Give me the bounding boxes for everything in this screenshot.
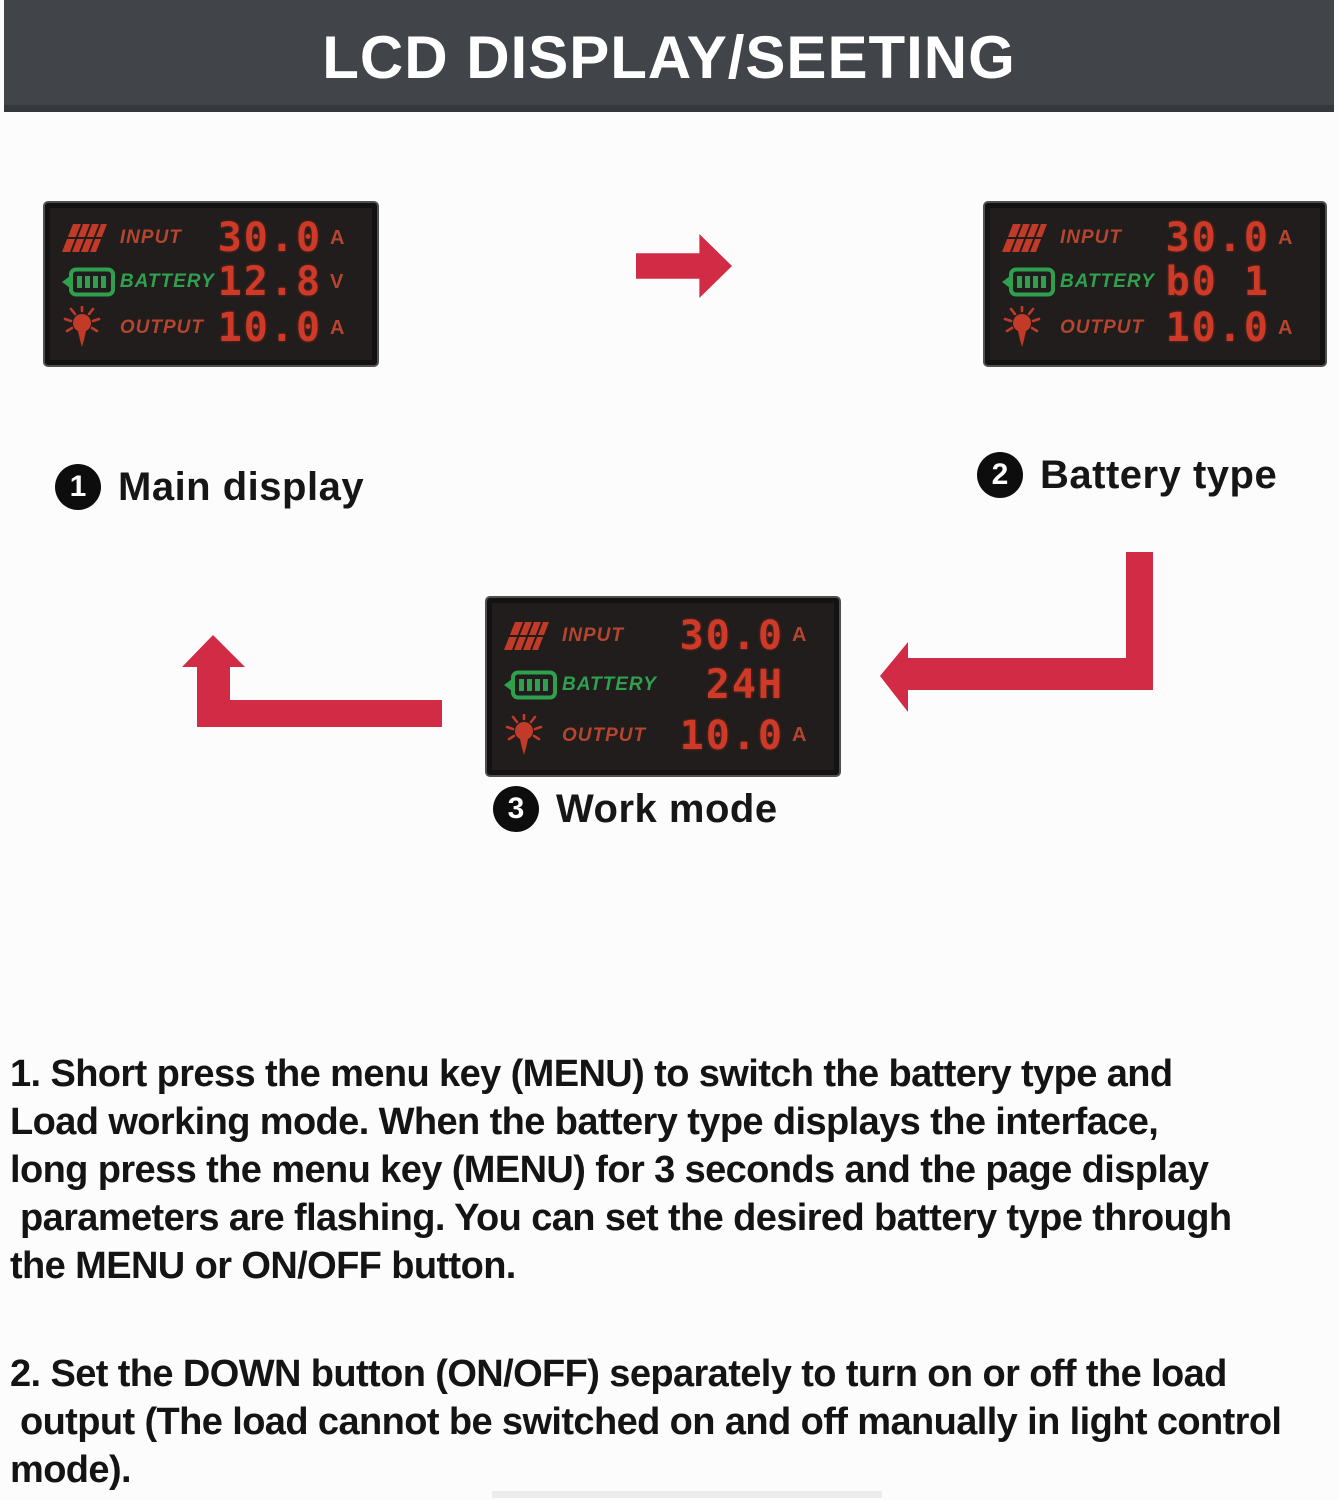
lcd-input-label: INPUT — [1060, 227, 1122, 248]
lcd-output-unit: A — [792, 724, 807, 746]
header-bar — [4, 0, 1334, 112]
instruction-line: 2. Set the DOWN button (ON/OFF) separately to turn on or off the load — [10, 1353, 1227, 1395]
lcd-output-label: OUTPUT — [119, 317, 204, 338]
step-1-badge: 1 — [55, 464, 101, 510]
lcd-row-input — [1002, 215, 1308, 261]
lcd-battery-value: 24H — [705, 661, 784, 708]
lcd-row-input — [62, 215, 360, 261]
battery-level-icon — [1002, 267, 1060, 297]
lcd-input-value: 30.0 — [217, 215, 323, 261]
step-work-mode — [493, 786, 778, 832]
lcd-output-value: 10.0 — [1165, 305, 1270, 351]
lcd-row-battery — [504, 661, 822, 708]
lcd-input-unit: A — [1278, 226, 1293, 249]
lcd-row-output — [1002, 306, 1308, 350]
lcd-input-unit: A — [792, 624, 807, 646]
lcd-display-main — [45, 203, 377, 365]
lcd-output-value: 10.0 — [217, 305, 323, 351]
step-3-badge: 3 — [493, 786, 539, 832]
solar-panel-icon — [62, 223, 120, 253]
instruction-line: output (The load cannot be switched on and off manually in light control — [10, 1401, 1282, 1443]
lcd-output-unit: A — [1278, 316, 1293, 339]
instruction-line: Load working mode. When the battery type displays the interface, — [10, 1101, 1159, 1143]
instruction-line: mode). — [10, 1449, 131, 1491]
lcd-row-battery — [62, 259, 360, 305]
lcd-display-work-mode — [487, 598, 839, 775]
step-2-badge: 2 — [977, 452, 1023, 498]
solar-panel-icon — [504, 621, 562, 651]
lamp-bulb-icon — [62, 306, 120, 350]
lcd-output-label: OUTPUT — [1060, 317, 1145, 338]
lcd-input-label: INPUT — [119, 227, 182, 248]
lcd-battery-label: BATTERY — [119, 271, 215, 292]
bottom-artifact — [492, 1491, 882, 1498]
lcd-battery-unit: V — [330, 270, 344, 293]
instruction-line: 1. Short press the menu key (MENU) to switch the battery type and — [10, 1053, 1173, 1095]
step-1-label: Main display — [118, 464, 365, 509]
lcd-output-value: 10.0 — [679, 712, 784, 759]
instruction-line: parameters are flashing. You can set the desired battery type through — [10, 1197, 1232, 1239]
lcd-display-battery-type — [985, 203, 1325, 365]
lcd-battery-label: BATTERY — [562, 673, 657, 695]
lcd-row-battery — [1002, 259, 1308, 305]
lcd-battery-value: b0 1 — [1165, 259, 1270, 305]
lcd-row-output — [504, 714, 822, 758]
lcd-battery-value: 12.8 — [217, 259, 323, 305]
instruction-line: long press the menu key (MENU) for 3 seconds and the page display — [10, 1149, 1209, 1191]
instruction-paragraph-1 — [10, 1050, 1332, 1290]
lcd-input-label: INPUT — [562, 624, 624, 646]
arrow-left-up-icon — [182, 635, 442, 727]
lcd-row-output — [62, 306, 360, 350]
lcd-input-unit: A — [330, 226, 345, 249]
arrow-down-left-icon — [878, 552, 1155, 712]
lamp-bulb-icon — [504, 714, 562, 758]
lcd-output-label: OUTPUT — [562, 724, 647, 746]
lcd-output-unit: A — [330, 316, 345, 339]
lcd-battery-label: BATTERY — [1060, 271, 1155, 292]
battery-level-icon — [504, 670, 562, 700]
lcd-input-value: 30.0 — [679, 612, 784, 659]
arrow-right-icon — [636, 234, 732, 298]
step-3-label: Work mode — [556, 786, 778, 831]
battery-level-icon — [62, 267, 120, 297]
lcd-row-input — [504, 612, 822, 659]
instruction-line: the MENU or ON/OFF button. — [10, 1245, 516, 1287]
page-title: LCD DISPLAY/SEETING — [322, 24, 1016, 91]
instruction-paragraph-2 — [10, 1350, 1332, 1494]
step-battery-type — [977, 452, 1277, 498]
step-main-display — [55, 464, 364, 510]
step-2-label: Battery type — [1040, 452, 1278, 497]
lamp-bulb-icon — [1002, 306, 1060, 350]
lcd-input-value: 30.0 — [1165, 215, 1270, 261]
solar-panel-icon — [1002, 223, 1060, 253]
